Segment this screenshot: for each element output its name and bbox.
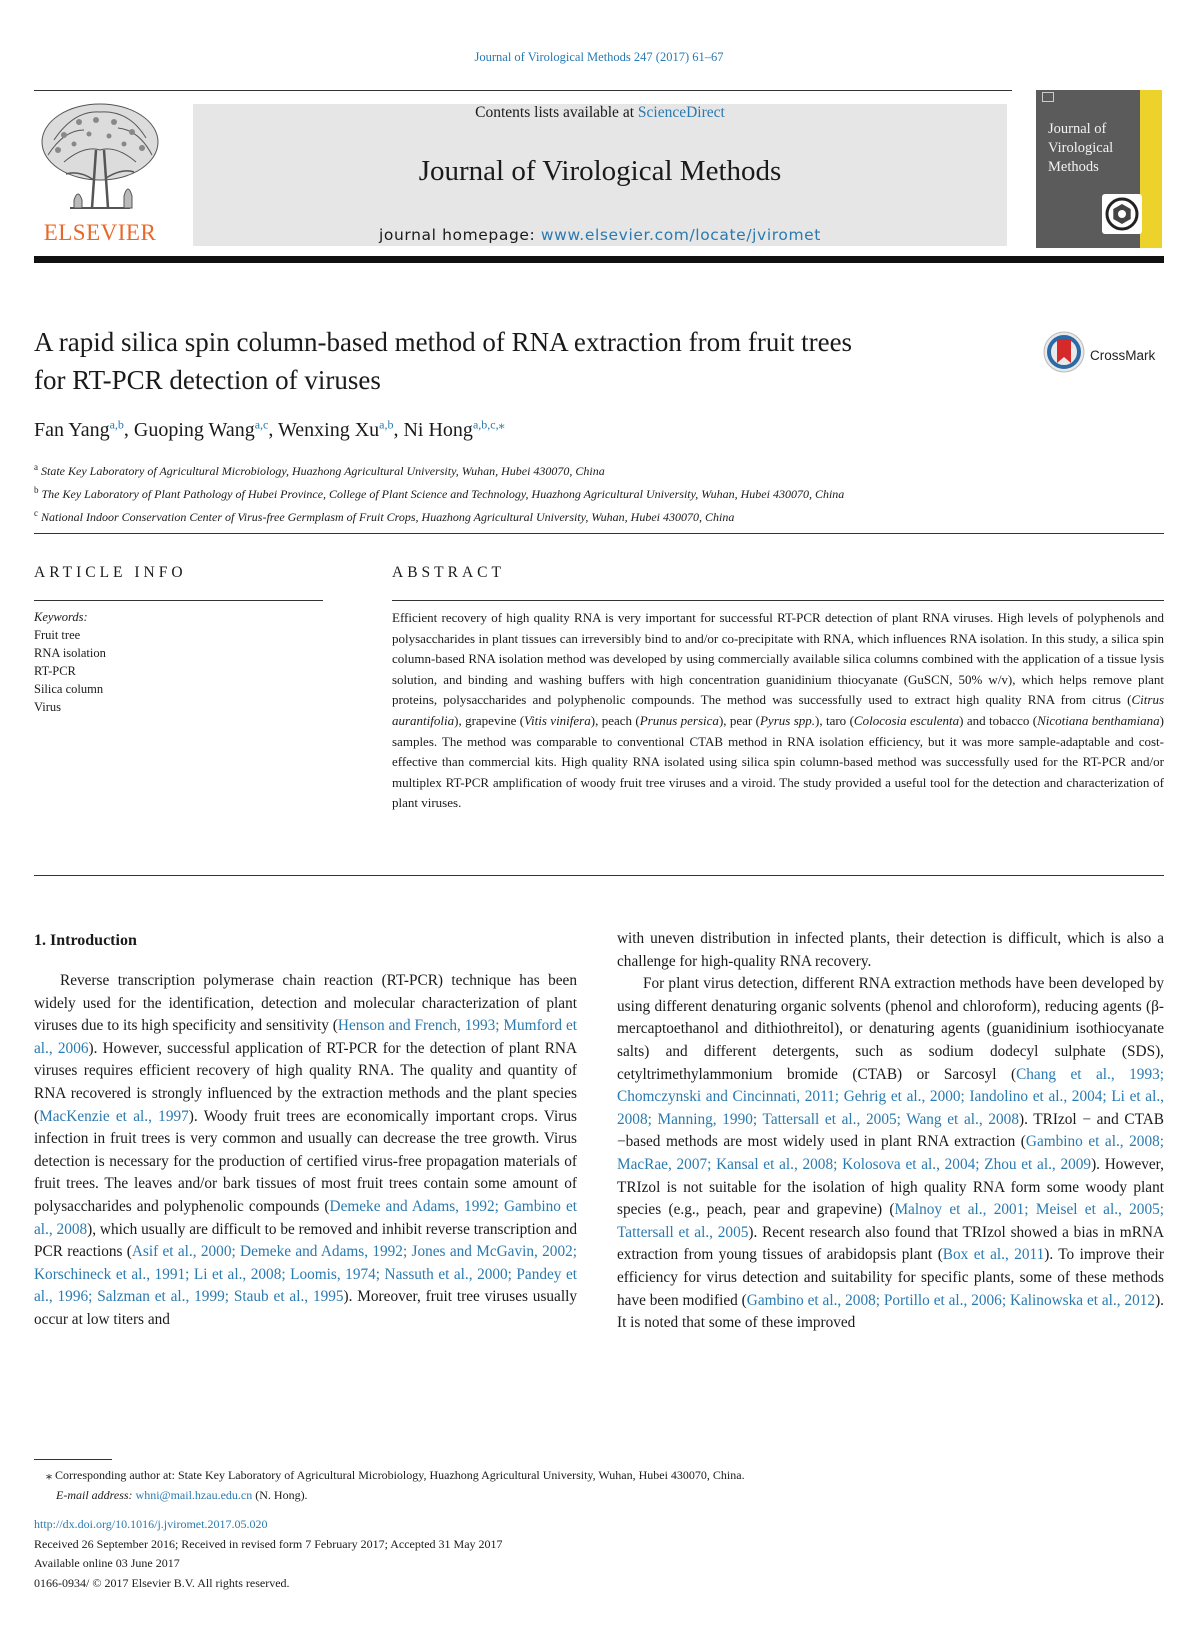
online-date: Available online 03 June 2017	[34, 1556, 180, 1570]
affiliation: $^a$ State Key Laboratory of Agricultural Microbiology, Huazhong Agricultural University, Wuhan, Hubei 430070, China	[34, 462, 605, 478]
divider	[34, 600, 323, 601]
elsevier-tree-icon	[34, 100, 166, 218]
citation-link[interactable]: MacKenzie et al., 1997	[39, 1107, 189, 1125]
publisher-name: ELSEVIER	[43, 220, 157, 245]
citation-link[interactable]: Gambino et al., 2008; MacRae, 2007; Kansal et al., 2008; Kolosova et al., 2004; Zhou et al., 2009	[617, 1133, 1164, 1173]
affiliations	[34, 458, 1164, 527]
paragraph: For plant virus detection, different RNA extraction methods have been developed by using different denaturing organic solvents (phenol and chloroform), reducing agents (β-mercaptoethanol and dithiothreitol), or denaturing agents (guanidinium isothiocyanate salts) and different detergents, such as sodium dodecyl sulphate (SDS), cetyltrimethylammonium bromide (CTAB) or Sarcosyl (Chang et al., 1993; Chomczynski and Cincinnati, 2011; Gehrig et al., 2000; Iandolino et al., 2004; Li et al., 2008; Manning, 1990; Tattersall et al., 2005; Wang et al., 2008). TRIzol − and CTAB −based methods are most widely used in plant RNA extraction (Gambino et al., 2008; MacRae, 2007; Kansal et al., 2008; Kolosova et al., 2004; Zhou et al., 2009). However, TRIzol is not suitable for the isolation of high quality RNA form some woody plant species (e.g., peach, pear and grapevine) (Malnoy et al., 2001; Meisel et al., 2005; Tattersall et al., 2005). Recent research also found that TRIzol showed a bias in mRNA extraction from young tissues of arabidopsis plant (Box et al., 2011). To improve their efficiency for virus detection and suitability for specific plants, some of these methods have been modified (Gambino et al., 2008; Portillo et al., 2006; Kalinowska et al., 2012). It is noted that some of these improved	[617, 975, 1165, 1332]
divider	[34, 533, 1164, 534]
journal-homepage: journal homepage: www.elsevier.com/locate/jviromet	[379, 226, 821, 244]
crossmark-label: CrossMark	[1090, 348, 1156, 363]
affiliation: $^c$ National Indoor Conservation Center of Virus-free Germplasm of Fruit Crops, Huazhong Agricultural University, Wuhan, Hubei 430070, China	[34, 508, 735, 524]
elsevier-logo	[34, 100, 166, 248]
section-heading: 1. Introduction	[34, 932, 137, 949]
header-top-rule	[34, 90, 1012, 91]
journal-reference[interactable]: Journal of Virological Methods 247 (2017) 61–67	[474, 50, 724, 64]
citation-link[interactable]: Gambino et al., 2008; Portillo et al., 2006; Kalinowska et al., 2012	[746, 1291, 1156, 1309]
keyword: RNA isolation	[34, 646, 106, 660]
affiliation: $^b$ The Key Laboratory of Plant Pathology of Hubei Province, College of Plant Science and Technology, Huazhong Agricultural University, Wuhan, Hubei 430070, China	[34, 485, 845, 501]
author-list: Fan Yang$^{a,b}$, Guoping Wang$^{a,c}$, Wenxing Xu$^{a,b}$, Ni Hong$^{a,b,c,⁎}$	[34, 417, 505, 441]
received-dates: Received 26 September 2016; Received in revised form 7 February 2017; Accepted 31 May 2017	[34, 1536, 503, 1551]
copyright: 0166-0934/ © 2017 Elsevier B.V. All rights reserved.	[34, 1575, 290, 1590]
keywords-list	[34, 608, 334, 716]
keyword: Fruit tree	[34, 628, 81, 642]
corresponding-author-note	[34, 1465, 1164, 1505]
divider	[34, 875, 1164, 876]
crossmark-icon	[1042, 330, 1086, 374]
keyword: Virus	[34, 700, 62, 714]
journal-title: Journal of Virological Methods	[418, 155, 782, 187]
citation-link[interactable]: Malnoy et al., 2001; Meisel et al., 2005; Tattersall et al., 2005	[617, 1201, 1165, 1241]
publication-info	[34, 1515, 1164, 1593]
header-thick-rule	[34, 256, 1164, 263]
author[interactable]: Guoping Wang$^{a,c}$	[133, 417, 269, 441]
keywords-label: Keywords:	[34, 610, 88, 624]
cover-color-strip	[1140, 90, 1162, 248]
email-link[interactable]: whni@mail.hzau.edu.cn	[135, 1488, 253, 1502]
doi-link[interactable]: http://dx.doi.org/10.1016/j.jviromet.2017.05.020	[34, 1517, 268, 1531]
citation-link[interactable]: Demeke and Adams, 1992; Gambino et al., 2008	[34, 1197, 577, 1238]
author[interactable]: Fan Yang$^{a,b}$	[34, 417, 124, 441]
body-column-right	[617, 928, 1164, 1335]
citation-link[interactable]: Chang et al., 1993; Chomczynski and Cincinnati, 2011; Gehrig et al., 2000; Iandolino et al., 2004; Li et al., 2008; Manning, 1990; Tattersall et al., 2005; Wang et al., 2008	[617, 1065, 1164, 1128]
body-column-left	[34, 970, 577, 1332]
corresponding-author: ⁎ Corresponding author at: State Key Laboratory of Agricultural Microbiology, Huazhong Agricultural University, Wuhan, Hubei 430070, China.	[46, 1468, 745, 1482]
contents-line: Contents lists available at ScienceDirect	[475, 104, 725, 121]
citation-link[interactable]: Henson and French, 1993; Mumford et al., 2006	[34, 1017, 577, 1057]
abstract-heading: ABSTRACT	[392, 564, 505, 581]
email-line: E-mail address: whni@mail.hzau.edu.cn (N. Hong).	[56, 1488, 308, 1502]
cover-emblem-icon	[1102, 194, 1142, 234]
homepage-link[interactable]: www.elsevier.com/locate/jviromet	[540, 226, 821, 244]
citation-link[interactable]: Box et al., 2011	[942, 1246, 1045, 1264]
paragraph: Reverse transcription polymerase chain reaction (RT-PCR) technique has been widely used for the identification, detection and molecular characterization of plant viruses due to its high specificity and sensitivity (Henson and French, 1993; Mumford et al., 2006). However, successful application of RT-PCR for the detection of plant RNA viruses requires efficient recovery of high quality RNA. The quality and quantity of RNA recovered is strongly influenced by the extraction methods and the plant species (MacKenzie et al., 1997). Woody fruit trees are economically important crops. Virus infection in fruit trees is very common and usually can decrease the tree growth. Virus detection is necessary for the production of certified virus-free propagation materials of fruit trees. The leaves and/or bark tissues of most fruit trees contain some amount of polysaccharides and polyphenolic compounds (Demeke and Adams, 1992; Gambino et al., 2008), which usually are difficult to be removed and inhibit reverse transcription and PCR reactions (Asif et al., 2000; Demeke and Adams, 1992; Jones and McGavin, 2002; Korschineck et al., 1991; Li et al., 2008; Loomis, 1974; Nassuth et al., 2000; Pandey et al., 1996; Salzman et al., 1999; Staub et al., 1995). Moreover, fruit tree viruses usually occur at low titers and	[34, 972, 578, 1328]
article-info-heading: ARTICLE INFO	[34, 564, 187, 581]
footnote-rule	[34, 1459, 112, 1460]
article-title: A rapid silica spin column-based method of RNA extraction from fruit trees for RT-PCR detection of viruses	[34, 327, 853, 395]
cover-logo-icon	[1042, 92, 1054, 102]
journal-cover[interactable]	[1036, 90, 1162, 248]
crossmark-button[interactable]	[1042, 330, 1172, 378]
divider	[392, 600, 1164, 601]
author[interactable]: Ni Hong$^{a,b,c,⁎}$	[403, 417, 505, 441]
citation-link[interactable]: Asif et al., 2000; Demeke and Adams, 1992; Jones and McGavin, 2002; Korschineck et al., 1991; Li et al., 2008; Loomis, 1974; Nassuth et al., 2000; Pandey et al., 1996; Salzman et al., 1999; Staub et al., 1995	[34, 1243, 577, 1306]
cover-title: Journal of Virological Methods	[1048, 121, 1114, 175]
keyword: Silica column	[34, 682, 104, 696]
sciencedirect-link[interactable]: ScienceDirect	[637, 104, 725, 121]
paragraph: with uneven distribution in infected plants, their detection is difficult, which is also a challenge for high-quality RNA recovery.	[617, 930, 1164, 970]
author[interactable]: Wenxing Xu$^{a,b}$	[278, 417, 394, 441]
keyword: RT-PCR	[34, 664, 76, 678]
abstract-text: Efficient recovery of high quality RNA is very important for successful RT-PCR detection of plant RNA viruses. High levels of polyphenols and polysaccharides in plant tissues can irreversibly bind to and/or co-precipitate with RNA, which influences RNA isolation. In this study, a silica spin column-based RNA isolation method was developed by using commercially available silica columns combined with the application of a tissue lysis solution, and binding and washing buffers with high concentration guanidinium thiocyanate (GuSCN, 50% w/v), which helps remove plant proteins, polysaccharides and polyphenolic compounds. The method was successfully used to extract high quality RNA from citrus (Citrus aurantifolia), grapevine (Vitis vinifera), peach (Prunus persica), pear (Pyrus spp.), taro (Colocosia esculenta) and tobacco (Nicotiana benthamiana) samples. The method was comparable to conventional CTAB method in RNA isolation efficiency, but it was more sample-adaptable and cost-effective than commercial kits. High quality RNA isolated using silica spin column-based method was successfully used for the RT-PCR and/or multiplex RT-PCR amplification of woody fruit tree viruses and a viroid. The study provided a useful tool for the detection and characterization of plant viruses.	[392, 610, 1164, 811]
